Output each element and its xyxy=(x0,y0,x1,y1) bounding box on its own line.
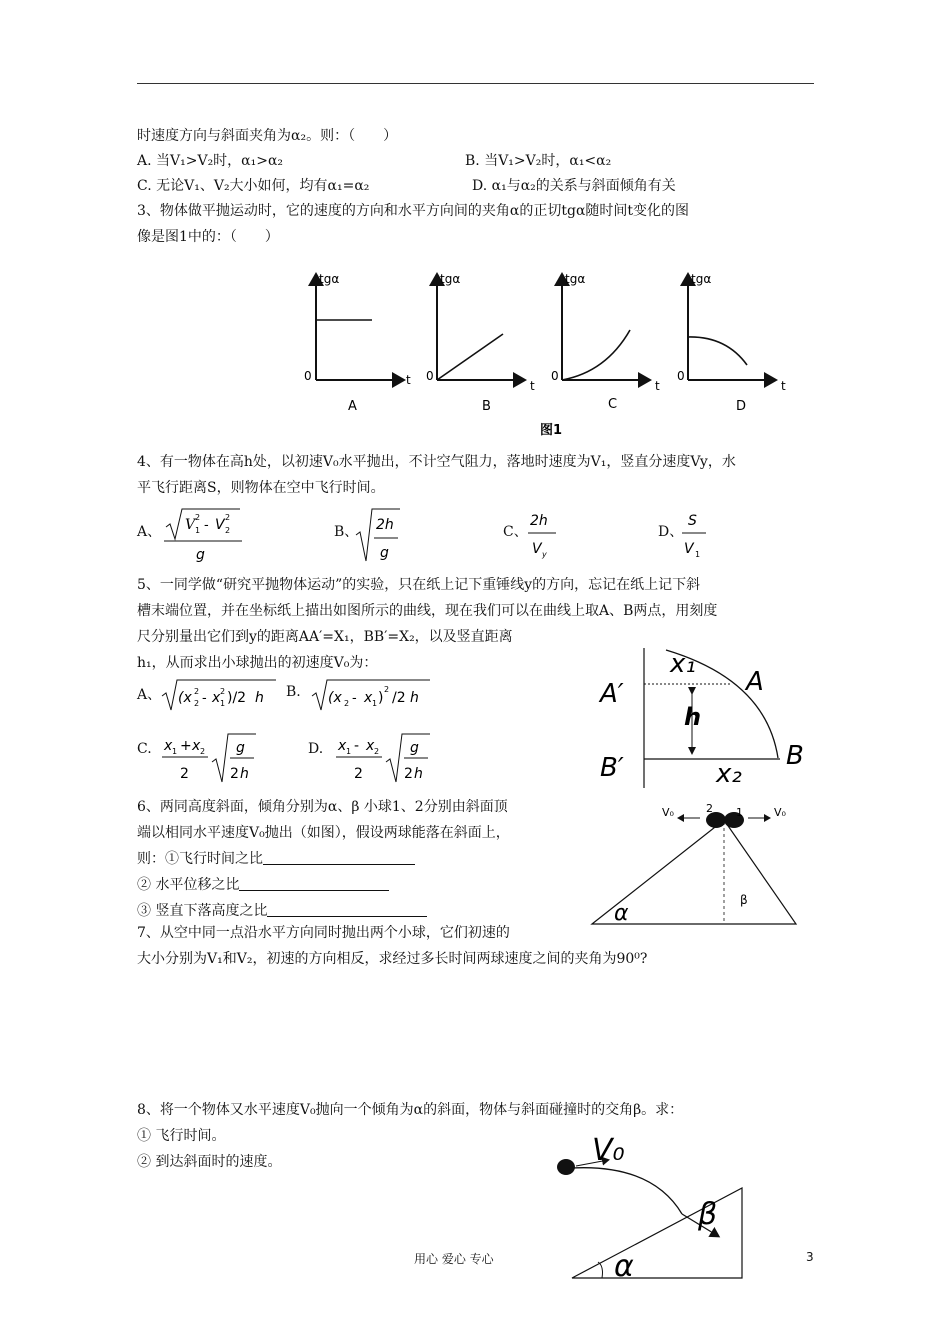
svg-text:h: h xyxy=(410,690,419,706)
q4-option-c-label: C、 xyxy=(503,524,528,540)
q4-option-b-label: B、 xyxy=(334,524,359,540)
svg-text:y: y xyxy=(542,550,547,559)
q4-text-line2: 平飞行距离S，则物体在空中飞行时间。 xyxy=(137,480,385,496)
q8-text-line2: ① 飞行时间。 xyxy=(137,1128,226,1144)
q2-option-a: A. 当V₁>V₂时，α₁>α₂ xyxy=(137,153,284,169)
q5-text-line1: 5、一同学做“研究平抛物体运动”的实验，只在纸上记下重锤线y的方向，忘记在纸上记下斜 xyxy=(137,577,701,593)
graph-d-ylabel: tgα xyxy=(691,272,712,286)
svg-text:-: - xyxy=(354,738,360,754)
q4-option-a-label: A、 xyxy=(137,524,162,540)
answer-blank-displacement-ratio[interactable] xyxy=(239,876,389,891)
page-number: 3 xyxy=(806,1250,814,1264)
svg-text:2h: 2h xyxy=(530,513,548,529)
svg-text:1: 1 xyxy=(346,747,352,756)
graph-c-origin: 0 xyxy=(551,369,559,383)
q5-option-d-label: D. xyxy=(308,741,324,757)
q2-option-d: D. α₁与α₂的关系与斜面倾角有关 xyxy=(472,178,676,194)
graph-d xyxy=(677,272,786,414)
q4-option-d-label: D、 xyxy=(658,524,684,540)
graph-d-xlabel: t xyxy=(781,379,786,393)
svg-text:2h: 2h xyxy=(376,517,394,533)
svg-text:x: x xyxy=(164,738,173,754)
fig5-x2-label: x₂ xyxy=(716,759,742,789)
svg-text:2: 2 xyxy=(225,526,231,535)
svg-text:1: 1 xyxy=(220,699,226,708)
svg-text:-: - xyxy=(202,691,207,706)
graph-d-origin: 0 xyxy=(677,369,685,383)
svg-text:2: 2 xyxy=(180,766,189,782)
q4-formula-c xyxy=(526,505,562,565)
svg-text:1: 1 xyxy=(195,526,201,535)
graph-b-label: B xyxy=(482,399,491,414)
q4-text-line1: 4、有一物体在高h处，以初速V₀水平抛出，不计空气阻力，落地时速度为V₁，竖直分速度Vy，水 xyxy=(137,454,736,470)
q3-text-line2: 像是图1中的：（ ） xyxy=(137,229,279,245)
svg-text:g: g xyxy=(236,740,245,756)
fig5-x1-label: x₁ xyxy=(670,649,696,679)
q6-text-line4: ② 水平位移之比 xyxy=(137,875,389,895)
figure-1 xyxy=(296,262,796,442)
footer-text: 用心 爱心 专心 xyxy=(414,1252,494,1266)
fig6-ball1-label: 1 xyxy=(736,806,743,819)
q5-formula-b xyxy=(310,676,434,714)
q7-text-line1: 7、从空中同一点沿水平方向同时抛出两个小球，它们初速的 xyxy=(137,925,510,941)
svg-text:2: 2 xyxy=(220,687,226,696)
graph-b-xlabel: t xyxy=(530,379,535,393)
graph-a-ylabel: tgα xyxy=(319,272,340,286)
fig8-v0-label: V₀ xyxy=(592,1133,625,1168)
fig5-h-label: h xyxy=(684,703,702,731)
svg-text:V: V xyxy=(215,517,225,533)
svg-text:h: h xyxy=(414,766,423,782)
svg-text:V: V xyxy=(185,517,196,533)
q2-option-c: C. 无论V₁、V₂大小如何，均有α₁=α₂ xyxy=(137,178,370,194)
svg-text:S: S xyxy=(688,513,697,529)
fig6-v0-right: V₀ xyxy=(774,806,786,819)
svg-text:/2: /2 xyxy=(392,690,406,706)
svg-text:1: 1 xyxy=(372,699,378,708)
q6-text-line2: 端以相同水平速度V₀抛出（如图），假设两球能落在斜面上， xyxy=(137,825,510,841)
svg-text:(x: (x xyxy=(178,690,192,706)
svg-text:g: g xyxy=(410,740,419,756)
svg-text:+: + xyxy=(180,738,192,754)
q8-text-line3: ② 到达斜面时的速度。 xyxy=(137,1154,282,1170)
figure-q5 xyxy=(596,640,822,790)
svg-text:g: g xyxy=(380,545,389,561)
svg-text:-: - xyxy=(204,518,209,533)
answer-blank-time-ratio[interactable] xyxy=(263,850,415,865)
q6-text-line3: 则：①飞行时间之比 xyxy=(137,849,415,869)
q5-text-line3: 尺分别量出它们到y的距离AA′=X₁，BB′=X₂，以及竖直距离 xyxy=(137,629,513,645)
fig8-beta-label: β xyxy=(698,1197,718,1232)
q3-text-line1: 3、物体做平抛运动时，它的速度的方向和水平方向间的夹角α的正切tgα随时间t变化的图 xyxy=(137,203,690,219)
svg-text:2: 2 xyxy=(194,699,200,708)
q5-option-a-label: A、 xyxy=(137,687,162,703)
svg-text:(x: (x xyxy=(328,690,342,706)
graph-a-xlabel: t xyxy=(406,373,411,387)
svg-text:-: - xyxy=(352,691,357,706)
q4-formula-d xyxy=(680,505,710,565)
fig6-v0-left: V₀ xyxy=(662,806,674,819)
graph-b xyxy=(426,272,535,414)
svg-text:)/2: )/2 xyxy=(227,690,247,706)
figure-q8 xyxy=(552,1124,752,1282)
graph-a xyxy=(304,272,411,414)
q7-text-line2: 大小分别为V₁和V₂，初速的方向相反，求经过多长时间两球速度之间的夹角为90⁰? xyxy=(137,951,648,967)
q4-formula-a xyxy=(160,505,246,565)
fig5-a-prime-label: A′ xyxy=(600,679,624,709)
graph-d-label: D xyxy=(736,399,747,414)
graph-c xyxy=(551,272,660,412)
fig5-b-prime-label: B′ xyxy=(600,753,624,783)
figure-1-caption: 图1 xyxy=(540,423,563,438)
graph-a-label: A xyxy=(348,399,357,414)
svg-text:1: 1 xyxy=(695,550,701,559)
svg-text:x: x xyxy=(212,690,221,706)
svg-text:2: 2 xyxy=(374,747,380,756)
svg-text:2: 2 xyxy=(195,513,201,522)
graph-c-xlabel: t xyxy=(655,379,660,393)
q5-text-line2: 槽末端位置，并在坐标纸上描出如图所示的曲线，现在我们可以在曲线上取A、B两点，用刻度 xyxy=(137,603,718,619)
svg-text:2: 2 xyxy=(230,766,239,782)
svg-text:x: x xyxy=(338,738,347,754)
q6-text-line5: ③ 竖直下落高度之比 xyxy=(137,901,427,921)
graph-b-origin: 0 xyxy=(426,369,434,383)
graph-b-ylabel: tgα xyxy=(440,272,461,286)
svg-text:2: 2 xyxy=(384,685,390,694)
svg-text:x: x xyxy=(192,738,201,754)
svg-text:2: 2 xyxy=(200,747,206,756)
fig6-ball2-label: 2 xyxy=(706,802,713,815)
q2-tail: 时速度方向与斜面夹角为α₂。则：（ ） xyxy=(137,128,398,144)
svg-text:x: x xyxy=(364,690,373,706)
fig6-beta-label: β xyxy=(740,893,748,907)
q4-formula-b xyxy=(354,505,404,565)
fig8-alpha-label: α xyxy=(614,1249,634,1282)
q5-option-c-label: C. xyxy=(137,741,152,757)
graph-c-label: C xyxy=(608,397,618,412)
q5-formula-a xyxy=(160,676,280,714)
svg-text:1: 1 xyxy=(172,747,178,756)
q5-formula-c xyxy=(160,730,260,786)
svg-text:2: 2 xyxy=(194,687,200,696)
graph-a-origin: 0 xyxy=(304,369,312,383)
svg-text:): ) xyxy=(378,690,384,706)
svg-text:2: 2 xyxy=(344,699,350,708)
q5-formula-d xyxy=(334,730,434,786)
q8-text-line1: 8、将一个物体又水平速度V₀抛向一个倾角为α的斜面，物体与斜面碰撞时的交角β。求： xyxy=(137,1102,684,1118)
fig5-b-label: B xyxy=(786,741,804,771)
svg-text:x: x xyxy=(366,738,375,754)
svg-text:2: 2 xyxy=(354,766,363,782)
answer-blank-height-ratio[interactable] xyxy=(267,902,427,917)
svg-text:h: h xyxy=(240,766,249,782)
svg-text:V: V xyxy=(532,541,542,557)
header-rule xyxy=(137,83,814,84)
graph-c-ylabel: tgα xyxy=(565,272,586,286)
svg-text:2: 2 xyxy=(404,766,413,782)
svg-text:h: h xyxy=(255,690,264,706)
q2-option-b: B. 当V₁>V₂时，α₁<α₂ xyxy=(465,153,612,169)
fig5-a-label: A xyxy=(746,667,764,697)
svg-text:g: g xyxy=(196,547,205,563)
q5-text-line4: h₁，从而求出小球抛出的初速度V₀为： xyxy=(137,655,378,671)
q5-option-b-label: B. xyxy=(286,684,301,700)
fig6-alpha-label: α xyxy=(614,901,629,926)
svg-text:2: 2 xyxy=(225,513,231,522)
figure-q6 xyxy=(588,800,802,930)
q6-text-line1: 6、两同高度斜面，倾角分别为α、β 小球1、2分别由斜面顶 xyxy=(137,799,508,815)
svg-text:V: V xyxy=(684,541,694,557)
